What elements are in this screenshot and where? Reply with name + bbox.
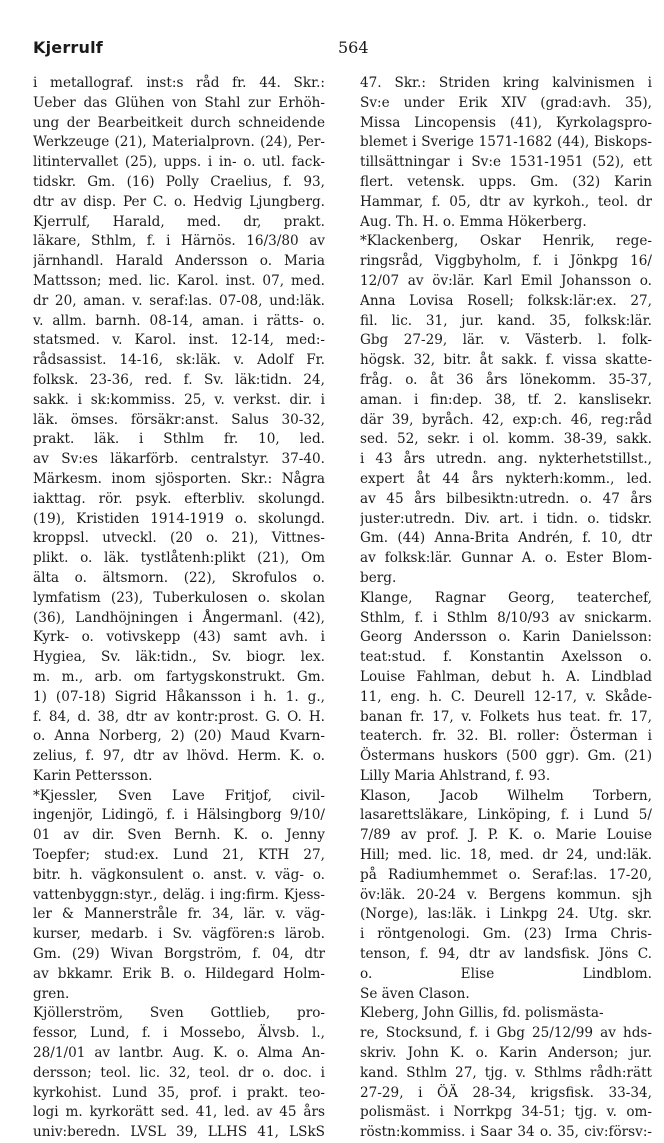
- text-line: i 43 års utredn. ang. nykterhetstillst.,: [360, 451, 652, 468]
- text-line: högsk. 32, bitr. åt sakk. f. vissa skatte-: [360, 352, 652, 369]
- text-line: Gm. (44) Anna-Brita Andrén, f. 10, dtr: [360, 530, 652, 547]
- text-line: röstn:kommiss. i Saar 34 o. 35, civ:försv:-: [360, 1124, 652, 1141]
- text-line: Gbg 27-29, lär. v. Västerb. l. folk-: [360, 332, 652, 349]
- running-head: Kjerrulf: [33, 38, 103, 57]
- text-line: Kleberg, John Gillis, fd. polismästa-: [360, 1005, 604, 1022]
- text-line: av Sv:es läkarförb. centralstyr. 37-40.: [33, 451, 325, 468]
- text-line: iakttag. rör. psyk. efterbliv. skolungd.: [33, 490, 325, 507]
- text-line: f. 84, d. 38, dtr av kontr:prost. G. O. H.: [33, 708, 325, 725]
- text-line: tenson, f. 94, dtr av landsfisk. Jöns C.: [360, 946, 652, 963]
- text-line: sakk. i sk:kommiss. 25, v. verkst. dir. i: [33, 391, 325, 408]
- text-line: m. m., arb. om fartygskonstrukt. Gm.: [33, 668, 325, 685]
- text-line: i röntgenologi. Gm. (23) Irma Chris-: [360, 926, 652, 943]
- text-line: öv:läk. 20-24 v. Bergens kommun. sjh: [360, 886, 652, 903]
- text-line: Hammar, f. 05, dtr av kyrkoh., teol. dr: [360, 193, 652, 210]
- text-line: där 39, byråch. 42, exp:ch. 46, reg:råd: [360, 411, 652, 428]
- text-line: 28/1/01 av lantbr. Aug. K. o. Alma An-: [33, 1045, 325, 1062]
- text-line: banan fr. 17, v. Folkets hus teat. fr. 17,: [360, 708, 652, 725]
- text-line: av bkkamr. Erik B. o. Hildegard Holm-: [33, 965, 325, 982]
- text-line: läkare, Sthlm, f. i Härnös. 16/3/80 av: [33, 233, 325, 250]
- text-line: kroppsl. utveckl. (20 o. 21), Vittnes-: [33, 530, 325, 547]
- right-column: [360, 74, 652, 1143]
- text-line: tillsättningar i Sv:e 1531-1951 (52), ett: [360, 154, 652, 171]
- text-line: plikt. o. läk. tystlåtenh:plikt (21), Om: [33, 550, 325, 567]
- text-line: Louise Fahlman, debut h. A. Lindblad: [360, 668, 652, 685]
- text-line: teaterch. fr. 32. Bl. roller: Österman i: [360, 728, 652, 745]
- text-line: tidskr. Gm. (16) Polly Craelius, f. 93,: [33, 173, 325, 190]
- text-line: litintervallet (25), upps. i in- o. utl. fack-: [33, 154, 325, 171]
- text-line: kyrkohist. Lund 35, prof. i prakt. teo-: [33, 1084, 325, 1101]
- text-line: Georg Andersson o. Karin Danielsson:: [360, 629, 652, 646]
- text-line: 1) (07-18) Sigrid Håkansson i h. 1. g.,: [33, 688, 325, 705]
- text-line: Kjöllerström, Sven Gottlieb, pro-: [33, 1005, 325, 1022]
- text-line: kurser, medarb. i Sv. vägfören:s lärob.: [33, 926, 325, 943]
- text-line: prakt. läk. i Sthlm fr. 10, led.: [33, 431, 325, 448]
- text-line: Karin Pettersson.: [33, 767, 153, 784]
- text-line: järnhandl. Harald Andersson o. Maria: [33, 253, 325, 270]
- text-line: Östermans huskors (500 ggr). Gm. (21): [360, 748, 652, 765]
- text-line: Kyrk- o. votivskepp (43) samt avh. i: [33, 629, 325, 646]
- text-line: statsmed. v. Karol. inst. 12-14, med:-: [33, 332, 325, 349]
- text-line: re, Stocksund, f. i Gbg 25/12/99 av hds-: [360, 1025, 652, 1042]
- text-line: rådsassist. 14-16, sk:läk. v. Adolf Fr.: [33, 352, 325, 369]
- text-line: blemet i Sverige 1571-1682 (44), Biskops-: [360, 134, 652, 151]
- text-line: dtr av disp. Per C. o. Hedvig Ljungberg.: [33, 193, 325, 210]
- text-line: ler & Mannerstråle fr. 34, lär. v. väg-: [33, 906, 325, 923]
- text-line: fil. lic. 31, jur. kand. 35, folksk:lär.: [360, 312, 652, 329]
- text-line: Sthlm, f. i Sthlm 8/10/93 av snickarm.: [360, 609, 652, 626]
- page-number: 564: [338, 38, 369, 57]
- text-line: Hygiea, Sv. läk:tidn., Sv. biogr. lex.: [33, 649, 325, 666]
- text-line: ringsråd, Viggbyholm, f. i Jönkpg 16/: [360, 253, 652, 270]
- text-line: Lilly Maria Ahlstrand, f. 93.: [360, 767, 551, 784]
- text-line: o. Elise Lindblom.: [360, 965, 652, 982]
- text-line: Märkesm. inom sjösporten. Skr.: Några: [33, 470, 325, 487]
- text-line: av 45 års bilbesiktn:utredn. o. 47 års: [360, 490, 652, 507]
- text-line: berg.: [360, 569, 397, 586]
- text-line: Kjerrulf, Harald, med. dr, prakt.: [33, 213, 325, 230]
- text-line: vattenbyggn:styr., deläg. i ing:firm. Kjess-: [33, 886, 325, 903]
- text-line: dersson; teol. lic. 32, teol. dr o. doc. i: [33, 1064, 325, 1081]
- text-line: polismäst. i Norrkpg 34-51; tjg. v. om-: [360, 1104, 652, 1121]
- text-line: av folksk:lär. Gunnar A. o. Ester Blom-: [360, 550, 652, 567]
- text-line: fessor, Lund, f. i Mossebo, Älvsb. l.,: [33, 1025, 325, 1042]
- text-line: logi m. kyrkorätt sed. 41, led. av 45 års: [33, 1104, 325, 1121]
- text-line: juster:utredn. Div. art. i tidn. o. tidskr.: [360, 510, 652, 527]
- text-line: lasarettsläkare, Linköping, f. i Lund 5/: [360, 807, 652, 824]
- text-line: 11, eng. h. C. Deurell 12-17, v. Skåde-: [360, 688, 652, 705]
- text-line: skriv. John K. o. Karin Anderson; jur.: [360, 1045, 652, 1062]
- text-line: bitr. h. vägkonsulent o. anst. v. väg- o.: [33, 866, 325, 883]
- text-line: Ueber das Glühen von Stahl zur Erhöh-: [33, 94, 325, 111]
- text-line: *Kjessler, Sven Lave Fritjof, civil-: [33, 787, 325, 804]
- text-line: aman. i fin:dep. 38, tf. 2. kanslisekr.: [360, 391, 652, 408]
- text-line: lymfatism (23), Tuberkulosen o. skolan: [33, 589, 325, 606]
- text-line: folksk. 23-36, red. f. Sv. läk:tidn. 24,: [33, 371, 325, 388]
- text-line: Sv:e under Erik XIV (grad:avh. 35),: [360, 94, 652, 111]
- text-line: läk. ömses. försäkr:anst. Salus 30-32,: [33, 411, 325, 428]
- text-line: dr 20, aman. v. seraf:las. 07-08, und:läk.: [33, 292, 325, 309]
- text-line: i metallograf. inst:s råd fr. 44. Skr.:: [33, 75, 325, 91]
- text-line: Klason, Jacob Wilhelm Torbern,: [360, 787, 652, 804]
- text-line: kand. Sthlm 27, tjg. v. Sthlms rådh:rätt: [360, 1064, 652, 1081]
- text-line: expert åt 44 års nykterh:komm., led.: [360, 470, 652, 487]
- text-line: Gm. (29) Wivan Borgström, f. 04, dtr: [33, 946, 325, 963]
- text-line: 47. Skr.: Striden kring kalvinismen i: [360, 75, 652, 91]
- left-column: [33, 74, 325, 1143]
- text-line: gren.: [33, 985, 70, 1002]
- text-line: (Norge), las:läk. i Linkpg 24. Utg. skr.: [360, 906, 652, 923]
- text-line: Hill; med. lic. 18, med. dr 24, und:läk.: [360, 847, 652, 864]
- text-line: 27-29, i ÖÄ 28-34, krigsfisk. 33-34,: [360, 1084, 652, 1101]
- text-line: (19), Kristiden 1914-1919 o. skolungd.: [33, 510, 325, 527]
- text-line: (36), Landhöjningen i Ångermanl. (42),: [33, 609, 325, 626]
- text-line: Werkzeuge (21), Materialprovn. (24), Per-: [33, 134, 325, 151]
- text-line: Se även Clason.: [360, 985, 470, 1002]
- text-line: 01 av dir. Sven Bernh. K. o. Jenny: [33, 827, 325, 844]
- text-line: 7/89 av prof. J. P. K. o. Marie Louise: [360, 827, 652, 844]
- text-line: Aug. Th. H. o. Emma Hökerberg.: [360, 213, 587, 230]
- text-line: fråg. o. åt 36 års lönekomm. 35-37,: [360, 371, 652, 388]
- text-line: teat:stud. f. Konstantin Axelsson o.: [360, 649, 652, 666]
- text-line: ung der Bearbeitkeit durch schneidende: [33, 114, 325, 131]
- text-line: univ:beredn. LVSL 39, LLHS 41, LSkS: [33, 1124, 325, 1141]
- text-line: på Radiumhemmet o. Seraf:las. 17-20,: [360, 866, 652, 883]
- text-line: Toepfer; stud:ex. Lund 21, KTH 27,: [33, 847, 325, 864]
- text-line: Missa Lincopensis (41), Kyrkolagspro-: [360, 114, 652, 131]
- text-line: flert. vetensk. upps. Gm. (32) Karin: [360, 173, 652, 190]
- text-line: 12/07 av öv:lär. Karl Emil Johansson o.: [360, 272, 652, 289]
- text-line: älta o. ältsmorn. (22), Skrofulos o.: [33, 569, 325, 586]
- text-line: v. allm. barnh. 08-14, aman. i rätts- o.: [33, 312, 325, 329]
- text-line: o. Anna Norberg, 2) (20) Maud Kvarn-: [33, 728, 325, 745]
- text-line: zelius, f. 97, dtr av lhövd. Herm. K. o.: [33, 748, 325, 765]
- text-line: Mattsson; med. lic. Karol. inst. 07, med.: [33, 272, 325, 289]
- text-line: ingenjör, Lidingö, f. i Hälsingborg 9/10/: [33, 807, 325, 824]
- text-line: sed. 52, sekr. i ol. komm. 38-39, sakk.: [360, 431, 652, 448]
- text-line: Klange, Ragnar Georg, teaterchef,: [360, 589, 652, 606]
- text-line: Anna Lovisa Rosell; folksk:lär:ex. 27,: [360, 292, 652, 309]
- text-line: *Klackenberg, Oskar Henrik, rege-: [360, 233, 652, 250]
